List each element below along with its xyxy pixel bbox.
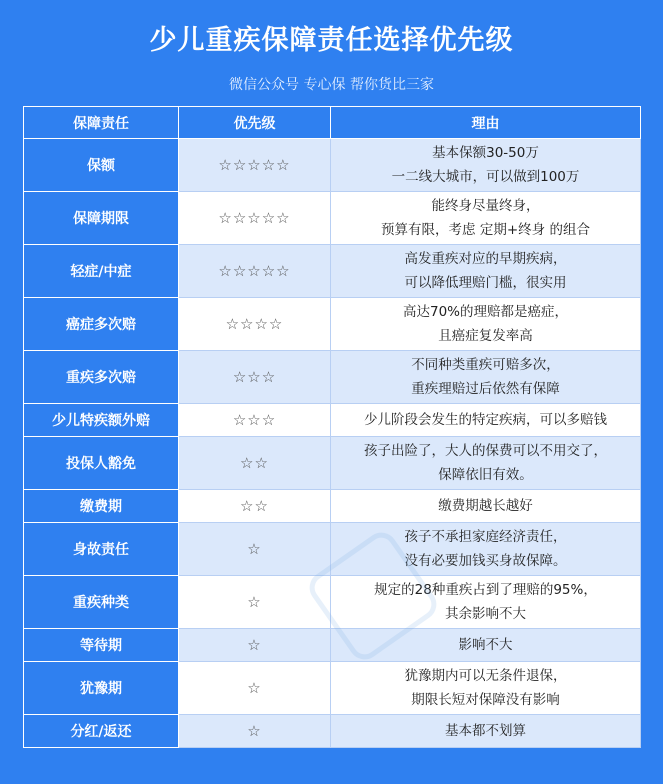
column-header-coverage: 保障责任 (24, 107, 179, 139)
reason-line: 预算有限，考虑 定期+终身 的组合 (381, 222, 590, 238)
coverage-name-cell: 轻症/中症 (24, 245, 179, 298)
reason-line: 可以降低理赔门槛，很实用 (404, 275, 567, 291)
reason-line: 少儿阶段会发生的特定疾病，可以多赔钱 (364, 412, 607, 428)
reason-cell (331, 404, 641, 437)
reason-line: 保障依旧有效。 (438, 467, 533, 483)
table-row (24, 298, 641, 351)
reason-line: 孩子出险了，大人的保费可以不用交了， (364, 443, 607, 459)
priority-stars-cell: ☆☆☆☆ (179, 298, 331, 351)
reason-line: 期限长短对保障没有影响 (411, 692, 560, 708)
coverage-name-cell: 投保人豁免 (24, 437, 179, 490)
priority-stars-cell: ☆ (179, 523, 331, 576)
coverage-name-cell: 保额 (24, 139, 179, 192)
reason-line: 基本保额30-50万 (432, 145, 539, 161)
reason-line: 高达70%的理赔都是癌症， (402, 304, 568, 320)
priority-stars-cell: ☆☆☆☆☆ (179, 245, 331, 298)
coverage-name-cell: 等待期 (24, 629, 179, 662)
priority-stars-cell: ☆☆☆☆☆ (179, 192, 331, 245)
reason-line: 能终身尽量终身， (431, 198, 540, 214)
reason-line: 不同种类重疾可赔多次， (411, 357, 560, 373)
reason-line: 没有必要加钱买身故保障。 (404, 553, 567, 569)
reason-cell (331, 437, 641, 490)
reason-line: 犹豫期内可以无条件退保， (404, 668, 567, 684)
coverage-name-cell: 缴费期 (24, 490, 179, 523)
reason-cell (331, 662, 641, 715)
reason-cell (331, 715, 641, 748)
table-row (24, 351, 641, 404)
reason-line: 高发重疾对应的早期疾病， (404, 251, 567, 267)
reason-line: 重疾理赔过后依然有保障 (411, 381, 560, 397)
reason-line: 基本都不划算 (445, 723, 526, 739)
reason-cell (331, 576, 641, 629)
column-header-priority: 优先级 (179, 107, 331, 139)
table-row (24, 576, 641, 629)
reason-cell (331, 490, 641, 523)
reason-cell (331, 351, 641, 404)
reason-line: 孩子不承担家庭经济责任， (404, 529, 567, 545)
priority-stars-cell: ☆☆ (179, 490, 331, 523)
coverage-name-cell: 保障期限 (24, 192, 179, 245)
reason-cell (331, 629, 641, 662)
table-row (24, 629, 641, 662)
table-row (24, 404, 641, 437)
table-row (24, 490, 641, 523)
table-row (24, 523, 641, 576)
page-title: 少儿重疾保障责任选择优先级 (149, 25, 514, 56)
reason-line: 一二线大城市，可以做到100万 (391, 169, 580, 185)
reason-cell (331, 139, 641, 192)
table-row (24, 715, 641, 748)
reason-cell (331, 298, 641, 351)
table-row (24, 662, 641, 715)
page-subtitle: 微信公众号 专心保 帮你货比三家 (229, 77, 434, 93)
reason-line: 规定的28种重疾占到了理赔的95%， (374, 582, 597, 598)
column-header-reason: 理由 (331, 107, 641, 139)
coverage-name-cell: 少儿特疾额外赔 (24, 404, 179, 437)
coverage-name-cell: 分红/返还 (24, 715, 179, 748)
reason-cell (331, 523, 641, 576)
table-row (24, 437, 641, 490)
reason-cell (331, 245, 641, 298)
coverage-name-cell: 犹豫期 (24, 662, 179, 715)
priority-stars-cell: ☆☆☆☆☆ (179, 139, 331, 192)
reason-line: 影响不大 (458, 637, 513, 653)
coverage-name-cell: 癌症多次赔 (24, 298, 179, 351)
table-row (24, 192, 641, 245)
priority-stars-cell: ☆☆ (179, 437, 331, 490)
priority-stars-cell: ☆ (179, 576, 331, 629)
priority-stars-cell: ☆ (179, 629, 331, 662)
priority-stars-cell: ☆☆☆ (179, 351, 331, 404)
priority-stars-cell: ☆ (179, 662, 331, 715)
coverage-name-cell: 身故责任 (24, 523, 179, 576)
reason-line: 且癌症复发率高 (438, 328, 533, 344)
priority-stars-cell: ☆ (179, 715, 331, 748)
table-row (24, 139, 641, 192)
table-header-row (24, 107, 641, 139)
coverage-name-cell: 重疾多次赔 (24, 351, 179, 404)
table-row (24, 245, 641, 298)
reason-cell (331, 192, 641, 245)
coverage-name-cell: 重疾种类 (24, 576, 179, 629)
reason-line: 其余影响不大 (445, 606, 526, 622)
priority-table (23, 106, 640, 748)
priority-stars-cell: ☆☆☆ (179, 404, 331, 437)
reason-line: 缴费期越长越好 (438, 498, 533, 514)
